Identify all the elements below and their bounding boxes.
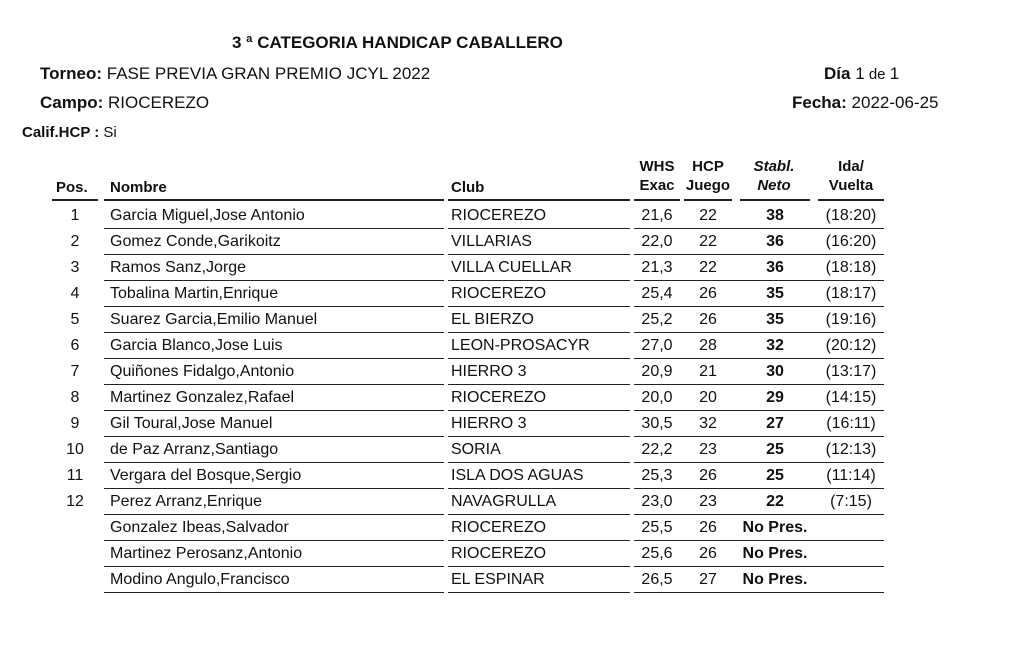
row-whs: 25,3 <box>641 467 673 484</box>
header-hcp: HCP <box>692 158 724 175</box>
row-hcp: 26 <box>699 311 717 328</box>
row-pos: 4 <box>70 285 80 302</box>
campo-value: RIOCEREZO <box>108 93 210 112</box>
torneo-line <box>40 64 430 84</box>
row-whs: 25,2 <box>641 311 673 328</box>
row-neto: No Pres. <box>742 571 808 588</box>
row-neto: 36 <box>766 259 784 276</box>
dia-label: Día <box>824 64 851 83</box>
row-club: RIOCEREZO <box>451 207 547 224</box>
row-neto: 35 <box>766 285 784 302</box>
table-row <box>0 307 1024 333</box>
calif-label: Calif.HCP : <box>22 124 100 141</box>
row-nombre: Martinez Gonzalez,Rafael <box>110 389 295 406</box>
row-hcp: 26 <box>699 285 717 302</box>
row-pos: 3 <box>70 259 80 276</box>
fecha-line <box>792 93 956 113</box>
table-row <box>0 437 1024 463</box>
dia-line <box>824 64 899 84</box>
calif-value: Si <box>103 124 117 141</box>
row-whs: 26,5 <box>641 571 673 588</box>
row-neto: 35 <box>766 311 784 328</box>
row-nombre: Gil Toural,Jose Manuel <box>110 415 273 432</box>
row-pos: 12 <box>66 493 84 510</box>
row-neto: No Pres. <box>742 519 808 536</box>
row-ida: (11:14) <box>826 467 876 484</box>
row-hcp: 22 <box>699 259 717 276</box>
row-nombre: Vergara del Bosque,Sergio <box>110 467 302 484</box>
row-nombre: Gomez Conde,Garikoitz <box>110 233 281 250</box>
header-rule <box>104 199 444 201</box>
table-row <box>0 333 1024 359</box>
row-pos: 1 <box>70 207 80 224</box>
header-neto: Neto <box>757 177 791 194</box>
row-ida: (7:15) <box>830 493 872 510</box>
row-ida: (16:11) <box>826 415 876 432</box>
campo-line <box>40 93 209 113</box>
row-pos <box>52 567 98 593</box>
row-whs: 27,0 <box>641 337 673 354</box>
header-rule <box>818 199 884 201</box>
row-neto: 25 <box>766 467 784 484</box>
row-pos: 9 <box>70 415 80 432</box>
row-pos: 11 <box>66 467 84 484</box>
row-whs: 25,5 <box>641 519 673 536</box>
row-ida: (20:12) <box>825 337 877 354</box>
table-row <box>0 359 1024 385</box>
row-hcp: 23 <box>699 441 717 458</box>
row-hcp: 32 <box>699 415 717 432</box>
header-whs: WHS <box>639 158 675 175</box>
row-hcp: 26 <box>699 467 717 484</box>
torneo-label: Torneo: <box>40 64 103 83</box>
fecha-label: Fecha: <box>792 93 847 112</box>
row-whs: 22,0 <box>641 233 673 250</box>
row-nombre: Perez Arranz,Enrique <box>110 493 263 510</box>
row-hcp: 26 <box>699 519 717 536</box>
header-whs-exac: Exac <box>639 177 675 194</box>
row-club: RIOCEREZO <box>451 545 547 562</box>
row-club: HIERRO 3 <box>451 415 527 432</box>
header-rule <box>448 199 630 201</box>
row-whs: 25,6 <box>641 545 673 562</box>
row-nombre: Modino Angulo,Francisco <box>110 571 290 588</box>
row-ida: (16:20) <box>825 233 877 250</box>
row-ida: (18:20) <box>825 207 877 224</box>
header-pos: Pos. <box>56 179 88 196</box>
row-club: EL ESPINAR <box>451 571 545 588</box>
header-club: Club <box>451 179 485 196</box>
row-club: NAVAGRULLA <box>451 493 557 510</box>
row-hcp: 21 <box>699 363 717 380</box>
row-hcp: 20 <box>699 389 717 406</box>
table-row <box>0 463 1024 489</box>
row-ida: (18:18) <box>825 259 877 276</box>
header-vuelta: Vuelta <box>828 177 874 194</box>
page-title: 3 ª CATEGORIA HANDICAP CABALLERO <box>232 33 563 52</box>
row-ida <box>818 515 884 541</box>
row-whs: 21,3 <box>641 259 673 276</box>
row-neto: 25 <box>766 441 784 458</box>
row-nombre: de Paz Arranz,Santiago <box>110 441 279 458</box>
row-club: RIOCEREZO <box>451 519 547 536</box>
fecha-value: 2022-06-25 <box>851 93 939 112</box>
row-whs: 20,0 <box>641 389 673 406</box>
row-pos: 2 <box>70 233 80 250</box>
row-ida: (18:17) <box>825 285 877 302</box>
row-pos: 6 <box>70 337 80 354</box>
row-club: RIOCEREZO <box>451 285 547 302</box>
row-ida: (12:13) <box>825 441 877 458</box>
torneo-value: FASE PREVIA GRAN PREMIO JCYL 2022 <box>106 64 431 83</box>
row-nombre: Quiñones Fidalgo,Antonio <box>110 363 295 380</box>
row-neto: 27 <box>766 415 784 432</box>
table-row <box>0 411 1024 437</box>
row-ida: (13:17) <box>825 363 877 380</box>
calif-line <box>22 124 117 141</box>
row-club: VILLA CUELLAR <box>451 259 572 276</box>
row-ida <box>818 541 884 567</box>
row-neto: 29 <box>766 389 784 406</box>
row-club: HIERRO 3 <box>451 363 527 380</box>
row-club: RIOCEREZO <box>451 389 547 406</box>
table-row <box>0 385 1024 411</box>
row-ida <box>818 567 884 593</box>
row-neto: 38 <box>766 207 784 224</box>
table-row <box>0 489 1024 515</box>
campo-label: Campo: <box>40 93 104 112</box>
row-hcp: 28 <box>699 337 717 354</box>
row-neto: 36 <box>766 233 784 250</box>
row-hcp: 23 <box>699 493 717 510</box>
table-row <box>0 281 1024 307</box>
row-pos: 10 <box>66 441 84 458</box>
row-nombre: Suarez Garcia,Emilio Manuel <box>110 311 318 328</box>
row-hcp: 22 <box>699 233 717 250</box>
row-rule <box>634 592 884 593</box>
row-neto: 32 <box>766 337 784 354</box>
row-nombre: Tobalina Martin,Enrique <box>110 285 279 302</box>
dia-value: 1 <box>855 64 865 83</box>
row-hcp: 22 <box>699 207 717 224</box>
header-rule <box>684 199 732 201</box>
table-row <box>0 255 1024 281</box>
row-pos: 5 <box>70 311 80 328</box>
table-row <box>0 203 1024 229</box>
header-stabl: Stabl. <box>753 158 795 175</box>
row-neto: No Pres. <box>742 545 808 562</box>
row-whs: 22,2 <box>641 441 673 458</box>
row-whs: 23,0 <box>641 493 673 510</box>
row-ida: (14:15) <box>825 389 877 406</box>
row-nombre: Gonzalez Ibeas,Salvador <box>110 519 289 536</box>
table-row <box>0 515 1024 541</box>
row-whs: 20,9 <box>641 363 673 380</box>
row-neto: 22 <box>766 493 784 510</box>
row-ida: (19:16) <box>825 311 877 328</box>
row-hcp: 26 <box>699 545 717 562</box>
row-club: ISLA DOS AGUAS <box>451 467 584 484</box>
header-ida: Ida/ <box>838 158 864 175</box>
dia-of: de <box>868 66 886 83</box>
table-row <box>0 541 1024 567</box>
row-pos: 7 <box>70 363 80 380</box>
header-nombre: Nombre <box>110 179 167 196</box>
row-rule <box>104 592 444 593</box>
row-nombre: Garcia Blanco,Jose Luis <box>110 337 283 354</box>
row-nombre: Ramos Sanz,Jorge <box>110 259 247 276</box>
row-club: EL BIERZO <box>451 311 534 328</box>
row-pos: 8 <box>70 389 80 406</box>
table-row <box>0 229 1024 255</box>
header-rule <box>634 199 680 201</box>
row-hcp: 27 <box>699 571 717 588</box>
row-pos <box>52 541 98 567</box>
row-neto: 30 <box>766 363 784 380</box>
row-pos <box>52 515 98 541</box>
row-whs: 25,4 <box>641 285 673 302</box>
table-row <box>0 567 1024 593</box>
dia-total: 1 <box>889 64 900 83</box>
row-whs: 30,5 <box>641 415 673 432</box>
row-nombre: Martinez Perosanz,Antonio <box>110 545 303 562</box>
row-club: LEON-PROSACYR <box>451 337 590 354</box>
header-rule <box>52 199 98 201</box>
row-club: SORIA <box>451 441 501 458</box>
row-club: VILLARIAS <box>451 233 532 250</box>
row-nombre: Garcia Miguel,Jose Antonio <box>110 207 305 224</box>
header-hcp-juego: Juego <box>685 177 731 194</box>
row-rule <box>448 592 630 593</box>
header-rule <box>740 199 810 201</box>
row-whs: 21,6 <box>641 207 673 224</box>
